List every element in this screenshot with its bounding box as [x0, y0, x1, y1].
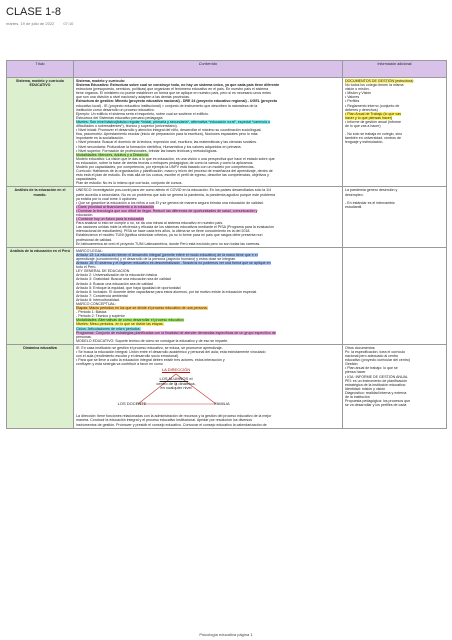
page-title: CLASE 1-8 [6, 6, 62, 18]
text-line: visión o misión. [345, 87, 370, 92]
text-line: se va desarrollar y los perfiles de cada [345, 403, 407, 408]
header-title: Título [7, 61, 74, 78]
text-line: • Nivel secundaria: Profundizar la formación científica, Humanística y los valores adquiridos en primaria. [76, 144, 242, 149]
text-line: Pc: la especificación, toea el currículo [345, 350, 406, 354]
row-side [343, 247, 447, 344]
text-line: La pandemia genero deserción y [345, 188, 398, 193]
text-line: Currículo: Hablamos de la organización y planificación, macro y micro del proceso de enseñanza del aprendizaje, dentro de [76, 169, 273, 174]
text-line: IE: En casa institución se gestión el proceso educativo, se educa, se promueve aprendizaje. [76, 345, 223, 350]
text-line: - No solo se trabaja en colegio, sino [345, 132, 403, 137]
text-line: importante es la socialización. [76, 136, 124, 141]
text-line: • Plan Anual de Trabajo (lo que vas [345, 111, 401, 116]
text-line: - Periodo 2: Técnico y superior [76, 314, 125, 319]
text-line: • Nivel inicial: Promover el desarrollo y atención integral del niño, desarrollar el máximo su coordinación sociolingual, [76, 128, 262, 133]
text-line: Artículo 13: La educación tienen el desarrollo integral (permite inferir el modo educativo) de la mano tiene que ir el [76, 252, 258, 257]
text-line: internacional de estudiantes). PISA se hace cada tres años, la última se se tiene conocimiento es la del 2018. [76, 229, 251, 234]
text-line: Para analizar si esto se cumple o no, se da una mirara al sistema educativo en nuestro país. [76, 221, 224, 226]
text-line: MARCO LEGAL: [76, 248, 103, 253]
text-line: LEY GENERAL DE EDUCACIÓN [76, 269, 130, 274]
text-line: • Que se garantice la educación a los niños a sus El y se genera de manera segura brindar una educación de calidad. [76, 200, 264, 205]
row-content [74, 344, 343, 428]
text-line: Etapas: Macro periodos en los que se divide el proceso educativo de una persona. [76, 306, 208, 311]
text-line: desempleo. [345, 192, 364, 197]
text-line: Establecieron el modelo TUNI (ignifica sintonizar criterios, ya no lo forme para mí país que rasgos debe presenta nun [76, 233, 263, 238]
text-line: educativo (proyecto curricular del centro) [345, 358, 411, 363]
text-line: Estructura de gestión: Minedu (proyecto educativo nacional) - DRE 24 (proyecto educativo regional) - UGEL (proyecto [76, 99, 278, 104]
text-line: ya existía por lo cual tome 4 opciones: [76, 196, 138, 201]
text-line: instrumentos de gestión. Promover y presidir el consejo educativo. Convocar el consejo educativo la calendarización de [76, 422, 267, 427]
page-date [6, 21, 81, 26]
text-line: nacional pero adecuado al centro [345, 354, 399, 359]
text-line: Modelo educativo: La visión que le das a lo que es educación, es una visión o una perspectiva que hace el estado sobre que [76, 156, 275, 161]
text-line: No todos los colegio tienen la misma [345, 83, 404, 88]
text-line: Programas: Conjunto de estrategias planificadas con la finalidad de atender demandas específicas de un grupo específico de [76, 330, 276, 335]
text-line: dificultades o sobresalientes*), técnico y superior (universitario). [76, 124, 178, 129]
text-line: lenguaje y estimulación. [345, 140, 384, 145]
text-line: MODELO EDUCATIVO: Soporte teórico de cómo se consigue la educativo y de eso se imparte. [76, 338, 229, 343]
text-line: parte accedía a secundaria. No es un problema que solo se genera la pandemia, la pandemia agudizo porque este problema [76, 192, 275, 197]
text-line: Artículo 2: Universalización de la educación básica [76, 273, 157, 278]
text-line: Modelo por capacidades, por competencia, por ejemplo la UNFV está basado con un modelo por competencias. [76, 164, 255, 169]
text-line: DOCUMENTOS DE GESTIÓN (estructura) [345, 79, 414, 83]
text-line: PEI: es un instrumento de planificación [345, 378, 408, 383]
text-line: esto está el plan de estudio. Es más allá de los cursos, escribe el perfil de egreso, describe las competencias, objetivos y [76, 173, 269, 178]
text-line: Artículo 7: Conciencia ambiental [76, 293, 128, 298]
text-line: Artículo 6: inclusión. El docente debe capacitarse para estos alumnos, por tal motivo existe la educación especial. [76, 289, 258, 294]
text-line: • Dominar la tecnología que son difícil de llegar. Reducir las diferencia de oportunidades de salud, comunicación y [76, 208, 258, 213]
table-row [7, 187, 447, 247]
text-line: hacer y lo que piensas hacer) [345, 115, 393, 120]
text-line: Ejemplo: Un edificio el sistema seria el esqueleto, sobre cual se sostiene el edificio. [76, 111, 209, 116]
text-line: es educación, sobre la base de ciertas teorías o enfoques pedagógica; de como la vamos y como la aplicamos. [76, 160, 254, 165]
diagram-direccion: LA DIRECCIÓN [161, 367, 191, 373]
text-line: • Construir hoy un futuro para la educación [76, 217, 145, 222]
text-line: • Se busca la educación integral: Unión entre el desarrollo académico y personal del aula; esta estrictamente vinculado [76, 350, 266, 354]
table-row [7, 344, 447, 428]
text-line: • Nivel primaria: Buscar el dominio de la lectura, expresión oral, escritura, las matemáticas y las ciencias sociales. [76, 140, 258, 145]
text-line: aprendizaje (conocimiento) y el desarrollo de la persona (aspecto humano) y estos dose se integran. [76, 256, 237, 261]
text-line: Propuesta pedagógica: los procesos que [345, 399, 411, 404]
text-line: Modalidades: Alternativas de como desarrollar el proceso educativo [76, 318, 184, 323]
text-line: • Darle prioridad al financiamiento a la educación [76, 204, 154, 209]
row-label: Dinámica educativa [7, 344, 74, 428]
text-line: con el aula (rendimiento escolar y el desarrollo socio emocional) [76, 354, 179, 359]
time-text: 07:10 [63, 21, 74, 26]
text-line: Artículo 8: Interculturalidad. [76, 297, 120, 302]
text-line: Gestión: [345, 362, 359, 367]
table-row [7, 78, 447, 187]
text-line: capacidades. [76, 177, 98, 182]
header-content: Contenido [74, 61, 343, 78]
text-line: institución como desarrollo un proceso educativo. [76, 107, 155, 112]
text-line: Diagnóstico: realidad interna y externa [345, 390, 407, 395]
triangle-diagram [76, 368, 340, 412]
text-line: piensa hacer [345, 370, 366, 375]
row-label: Análisis de la educación en el mundo. [7, 187, 74, 247]
text-line: Plan de estudio: No es lo mismo que currículo, conjunto de cursos. [76, 181, 183, 186]
text-line: estudiantil. [345, 204, 363, 209]
text-line: de lo que vas a hacer) [345, 124, 381, 129]
text-line: Modalidades: Menores, Adultos y a Distancia. [76, 152, 149, 157]
text-line: La dirección: tiene funciones relacionadas con la administración de recursos y la gestión del proceso educativo de la mejor [76, 414, 272, 419]
text-line: deberes y derechos) [345, 107, 378, 112]
text-line: todo el Perú. [76, 265, 97, 270]
text-line: Ciclos: Articulaciones de micro periodos. [76, 326, 141, 331]
text-line: estructura (presupuesto, servicios, políticas) que organizan el fenómeno educativo en el país. En nuestro país el sistema [76, 87, 269, 92]
text-line: - Periodo 1: Básica [76, 310, 107, 315]
text-line: de la institución [345, 395, 370, 400]
text-line: educación. [76, 213, 94, 217]
text-line: educativo local) - IE (proyecto educativo institucional) > conjunto de instrumento que describen la naturaleza de la [76, 103, 258, 108]
text-line: tiene órganos. El ministerio no puede establecer un forma que se aplique en nuestro país, pero si es necesario unos entes [76, 91, 271, 96]
text-line: Artículo 16: El sistema y el régimen educativo es descentralizado - Nosotros no podemos ver una forma que se aplique en [76, 261, 271, 266]
header-info: Información adicional [343, 61, 447, 78]
header-row [7, 61, 447, 78]
row-content [74, 247, 343, 344]
text-line: Artículo 4: Buscar una educación sea de calidad [76, 281, 153, 286]
text-line: • Para que se lleve a cabo la educación integral deben existir tres actores, estos interacción y [76, 358, 225, 363]
text-line: • Nivel superior: Formación de profesionales, brindar las bases teóricas y metodológicas. [76, 148, 218, 153]
text-line: también en universidad, centros de [345, 136, 401, 141]
text-line: manera. Conducir la educación integral y el proceso educativo institucional. Apridar por resolución los diversos [76, 418, 252, 423]
text-line: Sistema, modelo y currículo: [76, 79, 126, 83]
text-line: profesional de calidad. [76, 237, 112, 242]
text-line: En latinoamerica se creó el proyecto TUNI Latinoamérica, donde Perú está excluido pero no son todas las carreras. [76, 241, 261, 246]
text-line: • Perfiles [345, 99, 360, 104]
row-side [343, 344, 447, 428]
diagram-familia: FAMILIA [214, 401, 230, 407]
text-line: personas. [76, 334, 92, 339]
text-line: fina, psicomotriz. Aprestamiento escolar (inicio de preparación para la escritura), Nociones espaciales pero lo más [76, 132, 258, 137]
text-line: Otros documentos: [345, 345, 376, 350]
row-side [343, 187, 447, 247]
text-line: Sistema Educativo: Estructura sobre cual se construye todo, no hay un sistema único, ya que cada país tiene diferente [76, 83, 280, 88]
text-line: Artículo 3: Gratuidad: Buscar una educación sea de calidad [76, 277, 171, 282]
table-row [7, 247, 447, 344]
text-line: Las naciones unidas mide la eficiencia y eficacia de los sistemas educativos mediante el PISA (Programa para la evaluación [76, 225, 274, 230]
page-footer: Psicología educativa página 1 [199, 632, 253, 637]
text-line: que son una división a nivel nacional y adapten a las demás provincias. [76, 95, 190, 100]
row-content [74, 78, 343, 187]
text-line: - En estándar es el intercambio [345, 200, 395, 205]
row-label: Análisis de la educación en el Perú [7, 247, 74, 344]
text-line: • Reglamento interno (conjunto de [345, 103, 400, 108]
text-line: Niveles: Meso periodos, en lo que se divide las etapas. [76, 322, 164, 327]
row-content [74, 187, 343, 247]
text-line: • Informe de gestión anual (informe [345, 119, 401, 124]
text-line: • Plan anual de trabajo: lo que se [345, 366, 398, 371]
text-line: • IGA: INFORME DE GESTIÓN ANUAL [345, 374, 408, 379]
text-line: Estructura del Sistemas educativo peruano pedagogía [76, 115, 163, 120]
diagram-center: LOS ALUMNOS el centro de la dinámica, en cualquier nivel [156, 376, 196, 391]
notes-table [6, 60, 447, 429]
row-label: Sistema, modelo y currículo EDUCATIVO [7, 78, 74, 187]
text-line: confluyen y esta sinergia va contribuir a favor en como [76, 362, 163, 367]
text-line: UNESCO: investigación pos-covid para ver como afecto el COVID en la educación. En los países desarrollados solo la 1/4 [76, 188, 272, 193]
text-line: Identidad: misión y visión [345, 386, 386, 391]
text-line: • Valores [345, 95, 360, 100]
text-line: Artículo 5: Enfoque la equidad, que haya igualdad de oportunidad [76, 285, 181, 290]
row-side [343, 78, 447, 187]
diagram-docente: LOS DOCENTE [117, 401, 147, 407]
date-text: martes, 19 de julio de 2022 [6, 21, 55, 26]
text-line: Niveles: Son nivel básico(básico regular *inicial, primaria y secundaria*, alternativa *educación rural*, especial *carencia o [76, 119, 270, 124]
text-line: estratégica de la institución educativa: [345, 382, 406, 387]
text-line: MARCO CONCEPTUAL: [76, 301, 116, 306]
text-line: • Misión y Visión [345, 91, 372, 96]
